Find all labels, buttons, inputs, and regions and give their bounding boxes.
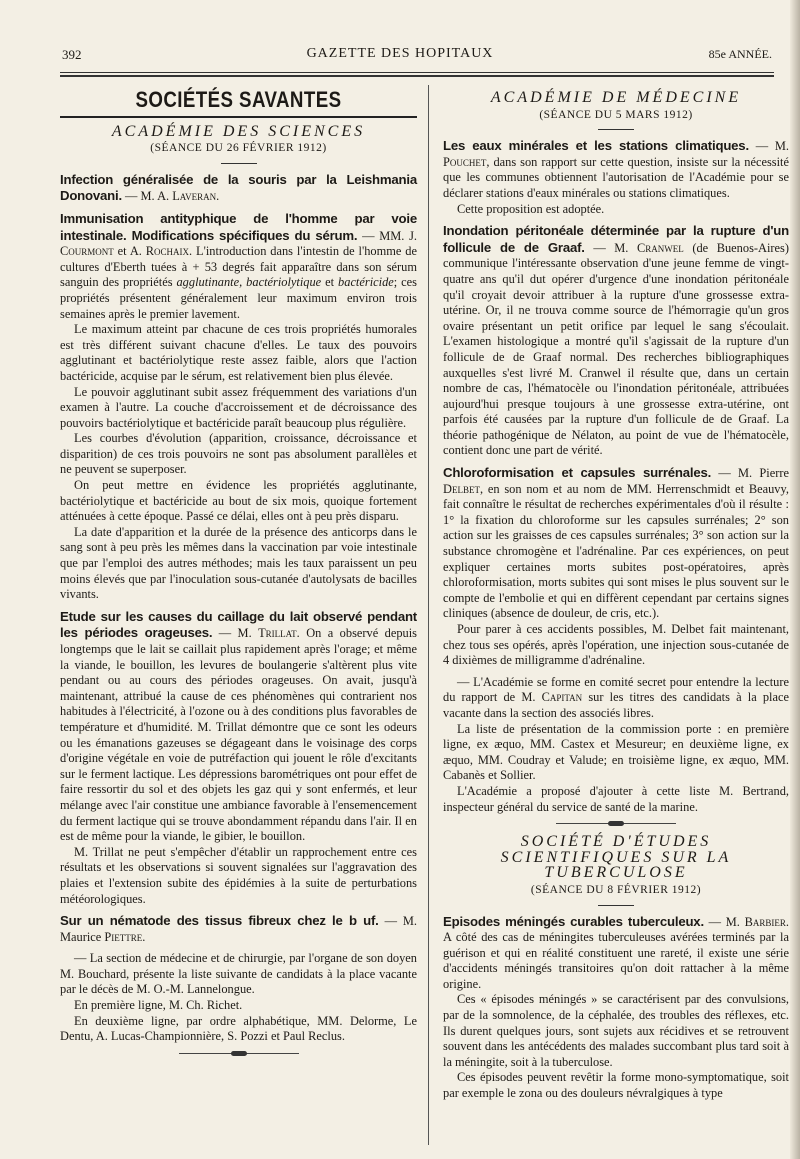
author: Trillat [258, 626, 297, 641]
left-column [60, 82, 417, 1064]
article-title: Episodes méningés curables tuberculeux. [443, 913, 704, 929]
paragraph: La date d'apparition et la durée de la présence des anticorps dans le sang sont à peu près les mêmes dans la vaccination par voie intestinale que par l'emploi des autres méthodes; mais les taux paraissent un peu moins élevés que par l'inoculation sous-cutanée d'autolysats de bacilles vivants. [60, 524, 417, 602]
paragraph: On peut mettre en évidence les propriétés agglutinante, bactériolytique et bactéricide au bout de six mois, quoique fortement atténuées à cette époque. Passé ce délai, elles ont à peu près disparu. [60, 478, 417, 524]
author: Laveran [172, 189, 217, 204]
academy-heading: ACADÉMIE DE MÉDECINE [490, 89, 742, 106]
article-leishmania: Infection généralisée de la souris par la Leishmania Donovani. — M. A. Laveran. [60, 171, 417, 204]
paragraph: Ces « épisodes méningés » se caractérisent par des convulsions, par de la somnolence, de la céphalée, des troubles des réflexes, etc. Ils durent quelques jours, sont sujets aux récidives et se retrouvent souvent dans les antécédents des malades succombant plus tard soit à la méningite, soit à la tuberculose. [443, 992, 789, 1069]
paragraph: Le pouvoir agglutinant subit assez fréquemment des variations d'un examen à l'autre. La couche d'accroissement et de décroissance des pouvoirs bactériolytique et bactéricide paraît beaucoup plus régulière. [60, 384, 417, 430]
society-heading: SOCIÉTÉ D'ÉTUDES SCIENTIFIQUES SUR LA TUBERCULOSE [500, 833, 732, 882]
article-title: Les eaux minérales et les stations climatiques. [443, 138, 749, 154]
author: Capitan [541, 690, 583, 705]
academy-heading: ACADÉMIE DES SCIENCES [111, 122, 366, 140]
paragraph: Les courbes d'évolution (apparition, croissance, décroissance et disparition) de ces trois pouvoirs ne sont pas absolument parallèles et ne peuvent se superposer. [60, 431, 417, 477]
ornament-rule [556, 823, 676, 824]
article-candidates [60, 951, 417, 1045]
paragraph: Pour parer à ces accidents possibles, M. Delbet fait maintenant, chez tous ses opérés, après l'opération, une injection sous-cutanée de 4 dixièmes de milligramme d'adrénaline. [443, 622, 789, 668]
article-eaux-minerales: Les eaux minérales et les stations climatiques. — M. Pouchet, dans son rapport sur cette question, insiste sur la nécessité que les communes obtiennent l'autorisation de l'Académie pour se déclarer stations d'eaux minérales ou stations climatiques. Cette proposition est adoptée. [443, 138, 789, 216]
article-chloroformisation: Chloroformisation et capsules surrénales. — M. Pierre Delbet, en son nom et au nom de MM. Herrenschmidt et Beauvy, fait connaître le résultat de recherches expérimentales d'où il résulte : 1° la fixation du chloroforme sur les capsules surrénales; 2° son action sur les graisses de ces capsules surrénales; 3° son action sur la substance chromogène et l'adrénaline. Par ces expériences, on peut expliquer certaines morts subites post-opératoires, après chloroformisation, morts subites qui sont mises le plus souvent sur le compte de l'embolie et qui en diffèrent cependant par certains signes cliniques (absence de douleur, de cris, etc.). Pour parer à ces accidents possibles, M. Delbet fait maintenant, chez tous ses opérés, après l'opération, une injection sous-cutanée de 4 dixièmes de milligramme d'adrénaline. [443, 465, 789, 668]
author: Cranwel [636, 240, 684, 255]
article-title: Sur un nématode des tissus fibreux chez le b uf. [60, 913, 379, 929]
ornament-rule [179, 1053, 299, 1054]
page-number: 392 [62, 47, 82, 62]
paragraph: En deuxième ligne, par ordre alphabétique, MM. Delorme, Le Dentu, A. Lucas-Championnière, S. Pozzi et Paul Reclus. [60, 1013, 417, 1044]
article-episodes-meninges: Episodes méningés curables tuberculeux. — M. Barbier. A côté des cas de méningites tuberculeuses avérées terminés par la guérison et qui en réalité constituent une rareté, il existe une série d'accidents méningés transitoires qu'on doit rattacher à la même origine. Ces « épisodes méningés » se caractérisent par des convulsions, par de la somnolence, de la céphalée, des troubles des réflexes, etc. Ils durent quelques jours, sont sujets aux récidives et se retrouvent souvent dans les antécédents des malades succombant plus tard soit à la méningite, soit à la tuberculose. Ces épisodes peuvent revêtir la forme mono-symptomatique, soit par exemple le zona ou des douleurs névralgiques à type [443, 913, 789, 1101]
journal-title: GAZETTE DES HOPITAUX [306, 46, 494, 61]
paragraph: Le maximum atteint par chacune de ces trois propriétés humorales est très différent suivant chacune d'elles. Le taux des pouvoirs agglutinant et bactériolytique reste assez faible, alors que l'action bactéricide, acquise par le sérum, est relativement bien plus élevée. [60, 322, 417, 383]
paragraph: Ces épisodes peuvent revêtir la forme mono-symptomatique, soit par exemple le zona ou des douleurs névralgiques à type [443, 1070, 789, 1101]
article-title: Chloroformisation et capsules surrénales. [443, 465, 712, 481]
header-rule-thick [60, 75, 774, 77]
seance-date: (SÉANCE DU 8 FÉVRIER 1912) [530, 883, 702, 896]
article-caillage: Etude sur les causes du caillage du lait observé pendant les périodes orageuses. — M. Trillat. On a observé depuis longtemps que le lait se caillait plus rapidement après l'orage; et même la viande, le bouillon, les levures de boulangerie s'altèrent plus vite pendant ou au cours des périodes orageuses. On avait, jusqu'à maintenant, attribué la cause de ces phénomènes qui contrarient nos habitudes à l'électricité, à l'ozone ou à des conditions plus favorables de température et d'humidité. M. Trillat démontre que ce sont les odeurs ou les émanations gazeuses se dégageant dans le voisinage des corps d'origine végétale en voie de putréfaction qui jouent le rôle d'excitants sur le ferment lactique. Les dépressions barométriques ont pour effet de faire ressortir du sol et des objets les gaz qui y sont enfermés, et leur mélange avec l'air constitue une ambiance favorable à l'ensemencement du ferment lactique qui se trouve abondamment répandu dans l'air. Il en est de même pour la viande, le gibier, le bouillon. M. Trillat ne peut s'empêcher d'établir un rapprochement entre ces résultats et les observations si souvent signalées sur l'aggravation des plaies et l'extension subite des épidémies à la suite de perturbations météorologiques. [60, 608, 417, 906]
paragraph: — La section de médecine et de chirurgie, par l'organe de son doyen M. Bouchard, présente la liste suivante de candidats à la place vacante par le décès de M. O.-M. Lannelongue. [60, 951, 417, 997]
short-rule [598, 129, 634, 130]
article-title: Etude sur les causes du caillage du lait observé pendant les périodes orageuses. [60, 608, 417, 641]
article-comite-secret: — L'Académie se forme en comité secret pour entendre la lecture du rapport de M. Capitan sur les titres des candidats à la place vacante dans la section des associés libres. La liste de présentation de la commission porte : en première ligne, ex æquo, MM. Castex et Mesureur; en deuxième ligne, ex æquo, MM. Coudray et Valude; en troisième ligne, ex æquo, MM. Cabanès et Sollier. L'Académie a proposé d'ajouter à cette liste M. Bertrand, inspecteur général du service de santé de la marine. [443, 674, 790, 814]
paragraph: En première ligne, M. Ch. Richet. [74, 998, 243, 1013]
right-column [443, 84, 789, 1108]
column-divider [428, 85, 429, 1145]
author: Delbet [443, 481, 480, 496]
author: Piettre [104, 929, 143, 944]
paragraph: M. Trillat ne peut s'empêcher d'établir un rapprochement entre ces résultats et les observations si souvent signalées sur l'aggravation des plaies et l'extension subite des épidémies à la suite de perturbations météorologiques. [60, 844, 417, 906]
seance-date: (SÉANCE DU 5 MARS 1912) [539, 108, 693, 121]
article-immunisation: Immunisation antityphique de l'homme par voie intestinale. Modifications spécifiques du sérum. — MM. J. Courmont et A. Rochaix. L'introduction dans l'intestin de l'homme de cultures d'Eberth tuées à + 53 degrés fait apparaître dans son sérum sanguin des propriétés agglutinante, bactériolytique et bactéricide; ces propriétés présentent généralement leur maximum environ trois semaines après le premier lavement. Le maximum atteint par chacune de ces trois propriétés humorales est très différent suivant chacune d'elles. Le taux des pouvoirs agglutinant et bactériolytique reste assez faible, alors que l'action bactéricide, acquise par le sérum, est relativement bien plus élevée. Le pouvoir agglutinant subit assez fréquemment des variations d'un examen à l'autre. La couche d'accroissement et de décroissance des pouvoirs bactériolytique et bactéricide paraît beaucoup plus régulière. Les courbes d'évolution (apparition, croissance, décroissance et disparition) de ces trois pouvoirs ne sont pas absolument parallèles et ne peuvent se superposer. On peut mettre en évidence les propriétés agglutinante, bactériolytique et bactéricide au bout de six mois, quoique fortement atténuées à cette époque. Passé ce délai, elles ont à peu près disparu. La date d'apparition et la durée de la présence des anticorps dans le sang sont à peu près les mêmes dans la vaccination par voie intestinale que par l'emploi des autres méthodes; mais les taux paraissent un peu moins élevés que par l'inoculation sous-cutanée d'autolysats de bacilles vivants. [60, 210, 417, 602]
year-label: 85e ANNÉE. [708, 47, 772, 61]
author: Rochaix [145, 244, 190, 259]
article-title: Infection généralisée de la souris par la Leishmania Donovani. [60, 171, 417, 204]
section-title: SOCIÉTÉS SAVANTES [135, 87, 342, 112]
short-rule [598, 905, 634, 906]
paragraph: L'Académie a proposé d'ajouter à cette liste M. Bertrand, inspecteur général du service de santé de la marine. [443, 783, 789, 814]
author: Pouchet [443, 154, 487, 169]
section-rule [60, 116, 417, 118]
author: Barbier [744, 914, 786, 929]
paragraph: Cette proposition est adoptée. [457, 201, 605, 216]
article-title: Inondation péritonéale déterminée par la rupture d'un follicule de de Graaf. [443, 223, 789, 255]
short-rule [221, 163, 257, 164]
page-fold-shadow [790, 0, 800, 1159]
paragraph: La liste de présentation de la commission porte : en première ligne, ex æquo, MM. Castex et Mesureur; en deuxième ligne, ex æquo, MM. Coudray et Valude; en troisième ligne, ex æquo, MM. Cabanès et Sollier. [443, 721, 789, 783]
seance-date: (SÉANCE DU 26 FÉVRIER 1912) [150, 142, 327, 155]
article-inondation: Inondation péritonéale déterminée par la rupture d'un follicule de de Graaf. — M. Cranwel (de Buenos-Aires) communique l'intéressante observation d'une jeune femme de vingt-quatre ans qu'il dut opérer d'urgence d'une inondation péritonéale qu'il croyait devoir attribuer à la rupture d'une grossesse extra-utérine. Or, il ne trouva comme source de l'hémorragie qu'un gros ovaire présentant un petit orifice par lequel le sang s'écoulait. L'examen histologique a montré qu'il s'agissait de la rupture d'un follicule de de Graaf normal. Des recherches bibliographiques auxquelles s'est livré M. Cranwel il résulte que, dans un certain nombre de cas, l'hématocèle ou l'inondation péritonéale, attribuées aujourd'hui presque toujours à une grossesse extra-utérine, ont parfois été causées par la rupture d'un follicule de de Graaf. La théorie pathogénique de Nélaton, au point de vue de l'hématocèle, contient donc une part de vérité. [443, 223, 789, 458]
article-nematode: Sur un nématode des tissus fibreux chez le b uf. — M. Maurice Piettre. [60, 913, 418, 944]
article-title: Immunisation antityphique de l'homme par voie intestinale. Modifications spécifiques du sérum. [60, 210, 417, 243]
author: Courmont [60, 244, 114, 259]
header-rule [60, 72, 774, 73]
